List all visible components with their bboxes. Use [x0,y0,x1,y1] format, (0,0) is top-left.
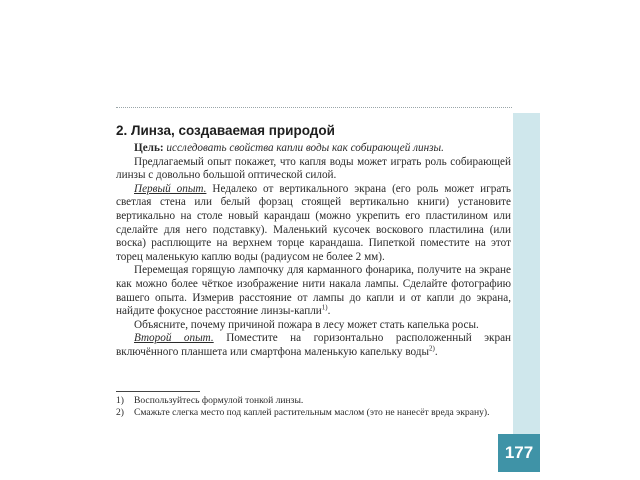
first-experiment-label: Первый опыт. [134,182,207,195]
move-paragraph: Перемещая горящую лампочку для карманного фонарика, получите на экране как можно более чёткое изображение нити накала лампы. Сделайте фотографию вашего опыта. Измерив расстояние от лампы до капли и от капли до экрана, найдите фокусное расстояние линзы-капли$^{1)}$. [116,264,511,318]
intro-paragraph: Предлагаемый опыт покажет, что капля воды может играть роль собирающей линзы с довольно большой оптической силой. [116,155,511,182]
page-number-badge: 177 [498,434,540,472]
footnote-ref-1: 1) [321,303,328,312]
page-margin-band [513,113,540,468]
footnotes [116,395,511,419]
goal-paragraph [116,142,511,156]
top-rule [116,107,512,109]
footnote-ref-2: 2) [429,344,435,353]
footnote-number: 1) [116,395,124,406]
second-experiment-label: Второй опыт. [134,332,214,345]
footnote-item [116,407,511,419]
second-experiment-text: Поместите на горизонтально расположенный экран включённого планшета или смартфона маленькую капельку воды [116,332,512,358]
first-experiment-text: Недалеко от вертикального экрана (его роль может играть светлая стена или белый форзац стоящей вертикально книги) установите вертикально на столе новый карандаш (можно укрепить его пластилином или сделайте для него подставку). Маленький кусочек воскового пластилина (или воска) расплющите на верхнем торце карандаша. Пипеткой поместите на этот торец маленькую каплю воды (радиусом не более 2 мм). [116,182,511,263]
footnote-separator [116,391,200,392]
move-text: Перемещая горящую лампочку для карманного фонарика, получите на экране как можно более чёткое изображение нити накала лампы. Сделайте фотографию вашего опыта. Измерив расстояние от лампы до капли и от капли до экрана, найдите фокусное расстояние линзы-капли [116,264,511,318]
footnote-number: 2) [116,407,124,418]
goal-text: исследовать свойства капли воды как собирающей линзы. [166,142,444,154]
footnote-item [116,395,511,407]
first-experiment-paragraph [116,183,511,265]
footnote-text: Смажьте слегка место под каплей растительным маслом (это не нанесёт вреда экрану). [134,407,490,418]
second-experiment-paragraph: Второй опыт. Поместите на горизонтально расположенный экран включённого планшета или смартфона маленькую капельку воды$^{2)}$. [116,332,512,358]
body-text [116,142,511,360]
explain-paragraph: Объясните, почему причиной пожара в лесу может стать капелька росы. [134,318,479,331]
goal-label: Цель: [134,142,164,154]
footnote-text: Воспользуйтесь формулой тонкой линзы. [134,395,304,406]
section-title: 2. Линза, создаваемая природой [116,123,335,138]
